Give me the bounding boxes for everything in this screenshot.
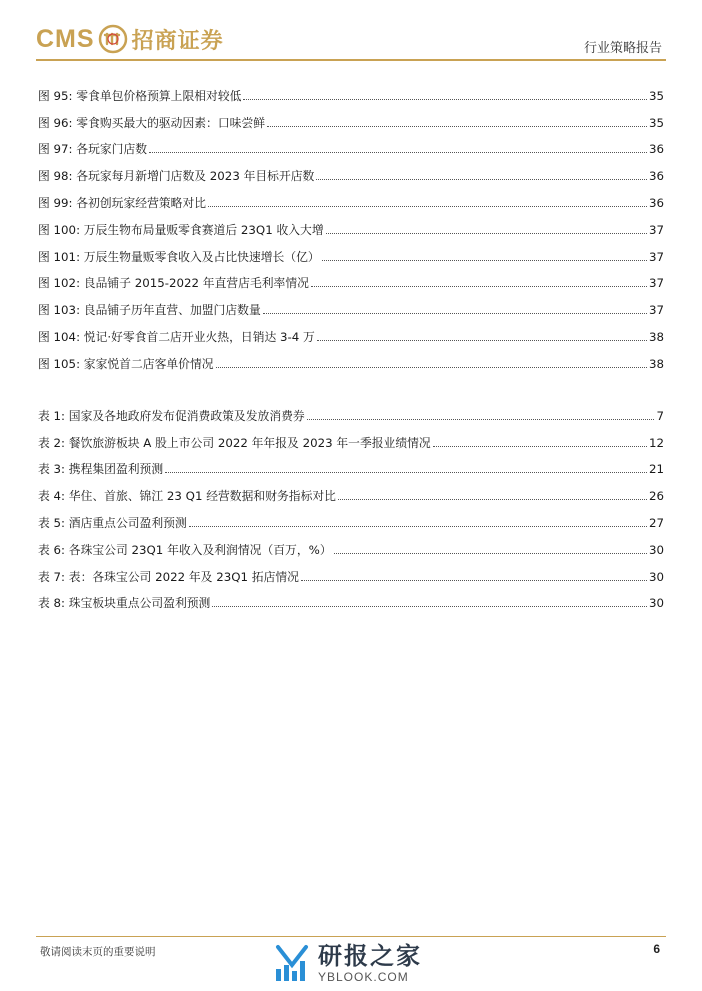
toc-entry-label: 表 2: 餐饮旅游板块 A 股上市公司 2022 年年报及 2023 年一季报业绩情况 (38, 435, 431, 450)
toc-entry-label: 表 8: 珠宝板块重点公司盈利预测 (38, 596, 211, 611)
toc-entry-label: 表 4: 华住、首旅、锦江 23 Q1 经营数据和财务指标对比 (38, 489, 336, 504)
page-number: 6 (653, 942, 660, 956)
toc-entry-page: 38 (648, 356, 664, 371)
toc-entry[interactable] (38, 290, 664, 317)
toc-entry-label: 图 96: 零食购买最大的驱动因素：口味尝鲜 (38, 115, 266, 130)
toc-leader-dots (216, 366, 647, 368)
toc-entry[interactable] (38, 530, 664, 557)
toc-entry-label: 表 1: 国家及各地政府发布促消费政策及发放消费券 (38, 408, 305, 423)
toc-leader-dots (326, 232, 647, 234)
toc-entry[interactable] (38, 156, 664, 183)
toc-entry[interactable] (38, 423, 664, 450)
toc-entry[interactable] (38, 183, 664, 210)
toc-entry[interactable] (38, 210, 664, 237)
toc-entry-label: 图 102: 良品铺子 2015-2022 年直营店毛利率情况 (38, 276, 309, 291)
toc-entry-page: 30 (648, 569, 664, 584)
toc-entry-label: 表 6: 各珠宝公司 23Q1 年收入及利润情况（百万，%） (38, 542, 332, 557)
toc-entry-page: 36 (648, 195, 664, 210)
toc-leader-dots (334, 552, 647, 554)
toc-entry-page: 36 (648, 169, 664, 184)
toc-entry-label: 表 7: 表：各珠宝公司 2022 年及 23Q1 拓店情况 (38, 569, 299, 584)
watermark-chinese: 研报之家 (318, 942, 422, 970)
toc-entry-label: 表 3: 携程集团盈利预测 (38, 462, 164, 477)
toc-entry[interactable] (38, 584, 664, 611)
toc-entry[interactable] (38, 264, 664, 291)
toc-entry-label: 图 100: 万辰生物布局量贩零食赛道后 23Q1 收入大增 (38, 222, 324, 237)
logo-emblem-icon (98, 24, 128, 54)
toc-entry-page: 37 (648, 249, 664, 264)
toc-entry-label: 图 103: 良品铺子历年直营、加盟门店数量 (38, 303, 261, 318)
company-logo (36, 22, 224, 56)
toc-leader-dots (243, 98, 647, 100)
toc-entry-label: 图 104: 悦记·好零食首二店开业火热，日销达 3-4 万 (38, 329, 315, 344)
toc-entry-page: 37 (648, 222, 664, 237)
toc-entry-page: 36 (648, 142, 664, 157)
toc-entry-page: 38 (648, 329, 664, 344)
page-header (0, 0, 702, 64)
toc-leader-dots (212, 605, 647, 607)
toc-entry[interactable] (38, 76, 664, 103)
toc-entry[interactable] (38, 317, 664, 344)
toc-leader-dots (263, 312, 647, 314)
figure-index-list (38, 76, 664, 371)
toc-leader-dots (208, 205, 647, 207)
toc-entry-label: 表 5: 酒店重点公司盈利预测 (38, 515, 187, 530)
logo-chinese-name: 招商证券 (131, 28, 224, 54)
toc-leader-dots (189, 525, 647, 527)
report-type-label: 行业策略报告 (583, 41, 662, 56)
toc-leader-dots (322, 259, 647, 261)
toc-entry[interactable] (38, 503, 664, 530)
toc-leader-dots (149, 151, 647, 153)
toc-entry-label: 图 101: 万辰生物量贩零食收入及占比快速增长（亿） (38, 249, 320, 264)
disclaimer-text: 敬请阅读末页的重要说明 (40, 946, 156, 958)
toc-entry[interactable] (38, 130, 664, 157)
toc-entry-label: 图 105: 家家悦首二店客单价情况 (38, 356, 214, 371)
toc-leader-dots (267, 125, 647, 127)
toc-entry-page: 12 (648, 435, 664, 450)
toc-entry-label: 图 95: 零食单包价格预算上限相对较低 (38, 88, 242, 103)
toc-entry[interactable] (38, 103, 664, 130)
toc-entry-page: 26 (648, 489, 664, 504)
toc-entry-page: 37 (648, 303, 664, 318)
watermark-url: YBLOOK.COM (318, 970, 409, 984)
toc-entry-label: 图 98: 各玩家每月新增门店数及 2023 年目标开店数 (38, 169, 315, 184)
toc-entry[interactable] (38, 476, 664, 503)
toc-leader-dots (307, 418, 655, 420)
toc-leader-dots (301, 579, 647, 581)
toc-entry-page: 21 (648, 462, 664, 477)
toc-entry-page: 37 (648, 276, 664, 291)
toc-entry-page: 35 (648, 88, 664, 103)
logo-cms-text: CMS (36, 24, 95, 53)
toc-entry[interactable] (38, 557, 664, 584)
toc-leader-dots (316, 178, 647, 180)
toc-leader-dots (433, 445, 647, 447)
toc-entry-page: 7 (656, 408, 664, 423)
toc-entry[interactable] (38, 450, 664, 477)
table-index-list (38, 396, 664, 610)
toc-leader-dots (338, 498, 647, 500)
toc-entry[interactable] (38, 344, 664, 371)
toc-leader-dots (317, 339, 647, 341)
toc-entry-page: 27 (648, 515, 664, 530)
toc-entry-label: 图 97: 各玩家门店数 (38, 142, 148, 157)
toc-entry-page: 30 (648, 596, 664, 611)
toc-entry[interactable] (38, 237, 664, 264)
toc-leader-dots (165, 471, 647, 473)
toc-entry-page: 30 (648, 542, 664, 557)
footer-divider (36, 936, 666, 937)
toc-entry-label: 图 99: 各初创玩家经营策略对比 (38, 195, 207, 210)
watermark (272, 938, 422, 988)
toc-entry[interactable] (38, 396, 664, 423)
toc-leader-dots (311, 285, 647, 287)
toc-entry-page: 35 (648, 115, 664, 130)
bar-chart-logo-icon (272, 943, 312, 983)
header-divider (36, 59, 666, 61)
